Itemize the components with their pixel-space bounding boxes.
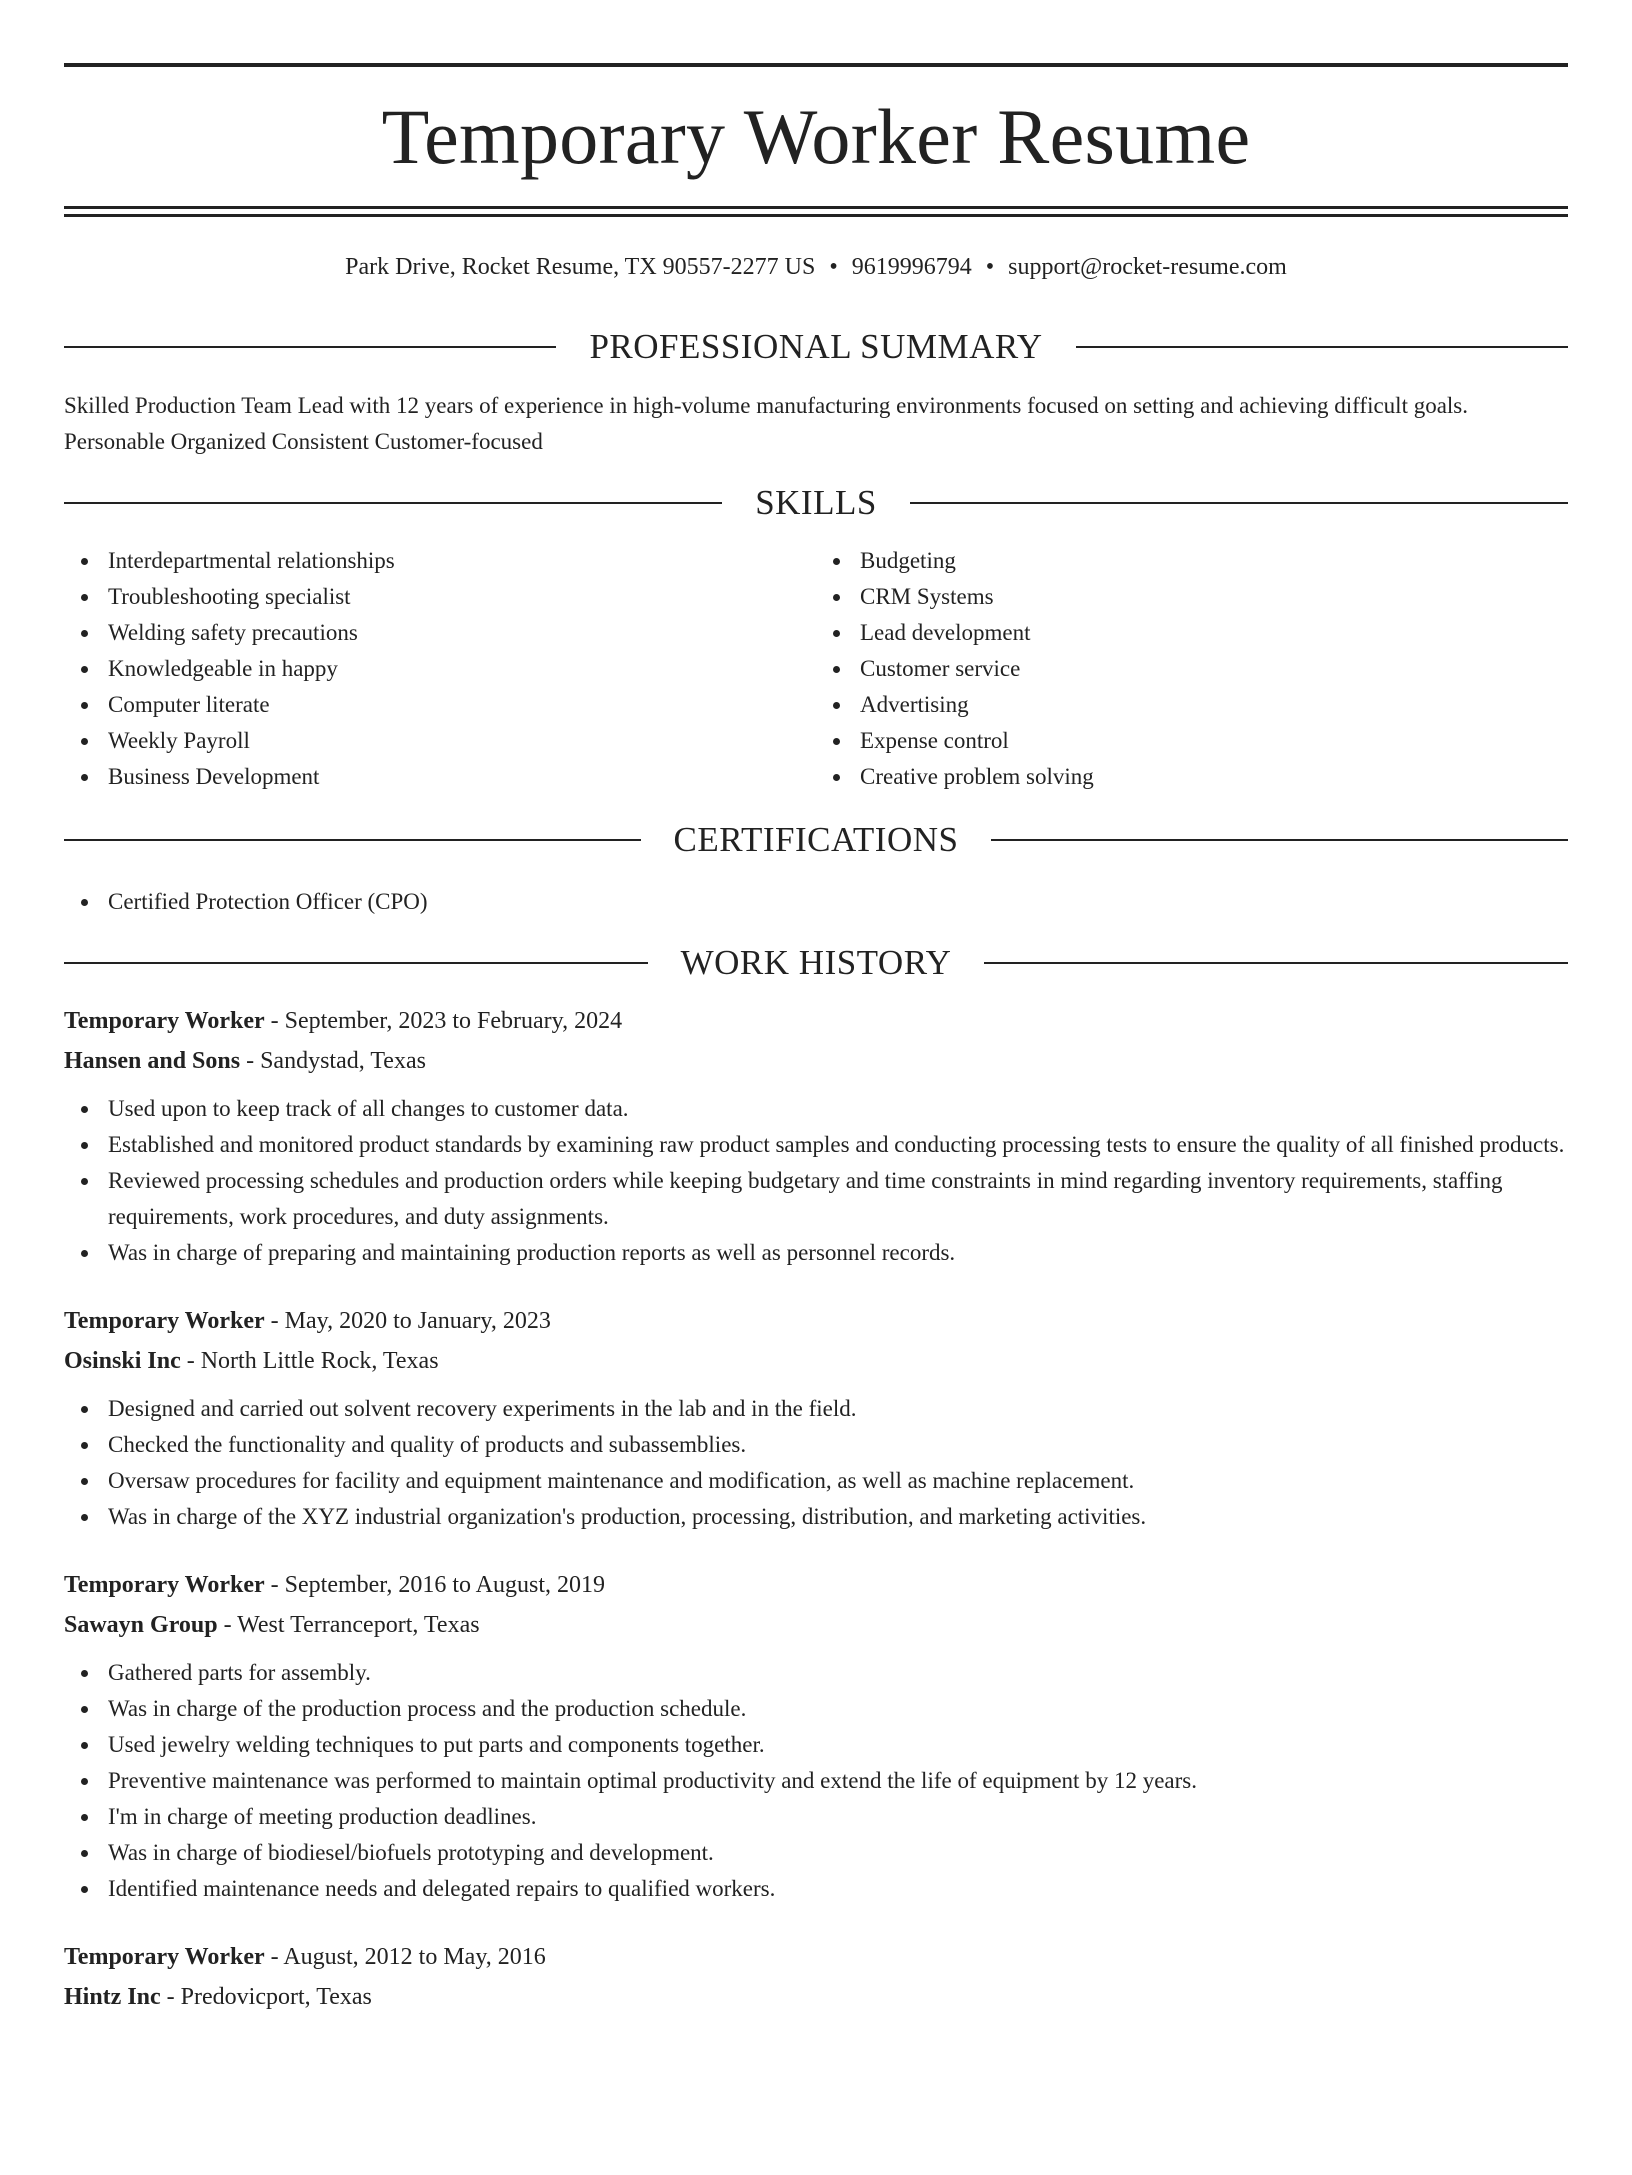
job-bullet: Checked the functionality and quality of products and subassemblies.: [64, 1427, 1568, 1463]
job-title: Temporary Worker: [64, 1944, 265, 1970]
summary-text: Skilled Production Team Lead with 12 years of experience in high-volume manufacturing environments focused on setting and achieving difficult goals. Personable Organized Consistent Customer-focused: [64, 393, 1469, 454]
section-heading-work-history: [64, 945, 1568, 980]
title-double-rule: [64, 206, 1568, 217]
skills-list-right: [816, 543, 1568, 795]
heading-rule: [64, 839, 641, 841]
job-company-line: [64, 1041, 1568, 1081]
job-location: - Sandystad, Texas: [240, 1048, 426, 1074]
page-title: Temporary Worker Resume: [381, 93, 1251, 180]
skill-item: Knowledgeable in happy: [64, 651, 816, 687]
section-heading-skills: [64, 485, 1568, 520]
section-title: PROFESSIONAL SUMMARY: [589, 327, 1043, 366]
resume-page: [0, 63, 1632, 2175]
job-title: Temporary Worker: [64, 1308, 265, 1334]
job-bullets: [64, 1091, 1568, 1271]
job-title: Temporary Worker: [64, 1572, 265, 1598]
job-bullet: Established and monitored product standards by examining raw product samples and conducting processing tests to ensure the quality of all finished products.: [64, 1127, 1568, 1163]
job-bullet: Preventive maintenance was performed to maintain optimal productivity and extend the life of equipment by 12 years.: [64, 1763, 1568, 1799]
job-dates: - September, 2016 to August, 2019: [264, 1572, 606, 1598]
skill-item: Welding safety precautions: [64, 615, 816, 651]
job-title: Temporary Worker: [64, 1008, 265, 1034]
job-bullet: Used upon to keep track of all changes to customer data.: [64, 1091, 1568, 1127]
section-heading-certifications: [64, 822, 1568, 857]
job-bullets: [64, 1391, 1568, 1535]
job-company: Osinski Inc: [64, 1348, 181, 1374]
job-bullet: Identified maintenance needs and delegated repairs to qualified workers.: [64, 1871, 1568, 1907]
certification-item: Certified Protection Officer (CPO): [64, 884, 1568, 920]
contact-separator: •: [985, 254, 995, 280]
job-company: Hintz Inc: [64, 1984, 161, 2010]
job-entry: [64, 1565, 1568, 1907]
section-heading-summary: [64, 329, 1568, 364]
section-title: SKILLS: [755, 483, 877, 522]
job-bullet: Gathered parts for assembly.: [64, 1655, 1568, 1691]
job-entry: [64, 1301, 1568, 1535]
job-location: - West Terranceport, Texas: [217, 1612, 480, 1638]
heading-rule: [991, 839, 1568, 841]
skill-item: Lead development: [816, 615, 1568, 651]
skill-item: CRM Systems: [816, 579, 1568, 615]
job-bullet: Was in charge of biodiesel/biofuels prototyping and development.: [64, 1835, 1568, 1871]
job-bullets: [64, 1655, 1568, 1907]
skill-item: Computer literate: [64, 687, 816, 723]
skills-list-left: [64, 543, 816, 795]
job-entry: [64, 1001, 1568, 1271]
job-title-line: [64, 1001, 1568, 1041]
skill-item: Troubleshooting specialist: [64, 579, 816, 615]
job-title-line: [64, 1565, 1568, 1605]
job-location: - Predovicport, Texas: [160, 1984, 372, 2010]
job-bullet: Designed and carried out solvent recovery experiments in the lab and in the field.: [64, 1391, 1568, 1427]
contact-address: Park Drive, Rocket Resume, TX 90557-2277 US: [345, 254, 816, 280]
job-dates: - May, 2020 to January, 2023: [264, 1308, 551, 1334]
section-title: WORK HISTORY: [680, 943, 952, 982]
job-bullet: Used jewelry welding techniques to put parts and components together.: [64, 1727, 1568, 1763]
job-entry: [64, 1937, 1568, 2017]
certifications-list: [64, 884, 1568, 920]
job-title-line: [64, 1937, 1568, 1977]
skill-item: Business Development: [64, 759, 816, 795]
job-company-line: [64, 1977, 1568, 2017]
job-title-line: [64, 1301, 1568, 1341]
contact-line: [64, 255, 1568, 285]
skill-item: Customer service: [816, 651, 1568, 687]
job-bullet: Reviewed processing schedules and production orders while keeping budgetary and time constraints in mind regarding inventory requirements, staffing requirements, work procedures, and duty assignments.: [64, 1163, 1568, 1235]
skill-item: Budgeting: [816, 543, 1568, 579]
job-company-line: [64, 1605, 1568, 1645]
job-location: - North Little Rock, Texas: [180, 1348, 439, 1374]
skills-grid: [64, 543, 1568, 795]
job-dates: - September, 2023 to February, 2024: [264, 1008, 623, 1034]
section-title: CERTIFICATIONS: [673, 820, 959, 859]
job-company: Sawayn Group: [64, 1612, 218, 1638]
skill-item: Expense control: [816, 723, 1568, 759]
heading-rule: [910, 502, 1568, 504]
contact-phone: 9619996794: [851, 254, 972, 280]
job-bullet: Was in charge of the production process and the production schedule.: [64, 1691, 1568, 1727]
skill-item: Creative problem solving: [816, 759, 1568, 795]
contact-email: support@rocket-resume.com: [1008, 254, 1287, 280]
job-bullet: Oversaw procedures for facility and equipment maintenance and modification, as well as machine replacement.: [64, 1463, 1568, 1499]
job-bullet: I'm in charge of meeting production deadlines.: [64, 1799, 1568, 1835]
heading-rule: [64, 962, 648, 964]
job-bullet: Was in charge of the XYZ industrial organization's production, processing, distribution, and marketing activities.: [64, 1499, 1568, 1535]
job-bullet: Was in charge of preparing and maintaining production reports as well as personnel records.: [64, 1235, 1568, 1271]
heading-rule: [984, 962, 1568, 964]
heading-rule: [64, 346, 556, 348]
heading-rule: [64, 502, 722, 504]
heading-rule: [1076, 346, 1568, 348]
job-company-line: [64, 1341, 1568, 1381]
job-company: Hansen and Sons: [64, 1048, 241, 1074]
skill-item: Weekly Payroll: [64, 723, 816, 759]
contact-separator: •: [829, 254, 838, 280]
job-dates: - August, 2012 to May, 2016: [264, 1944, 546, 1970]
skill-item: Interdepartmental relationships: [64, 543, 816, 579]
skill-item: Advertising: [816, 687, 1568, 723]
